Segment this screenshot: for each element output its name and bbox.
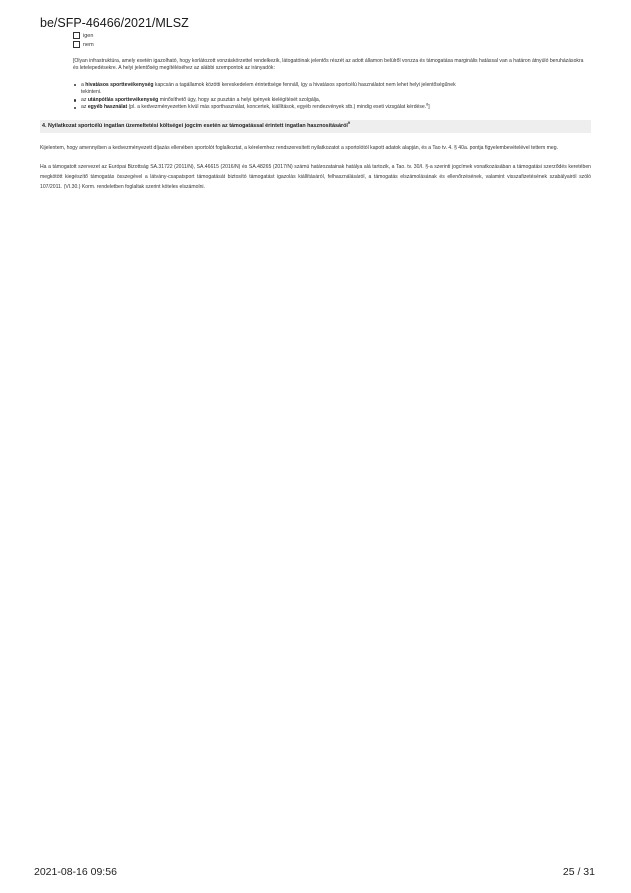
section-4-heading: 4. Nyilatkozat sportcélú ingatlan üzemeltetési költségei jogcím esetén az támogatással érintett ingatlan hasznosításáról$^9$	[40, 120, 591, 133]
checkbox-yes[interactable]	[73, 32, 80, 39]
bold-term: egyéb használat	[87, 104, 128, 111]
info-intro: [Olyan infrastruktúra, amely esetén igazolható, hogy korlátozott vonzáskörzettel rendelkezik, látogatóinak jelentős részét az adott államon belülről vonzza és támogatása marginális hatással van a határon átnyúló beruházásokra és letelepedésekre. A helyi jelentőség megítéléséhez az alábbi szempontok az irányadók:	[73, 58, 584, 72]
bold-term: utánpótlás sporttevékenység	[87, 96, 159, 103]
checkbox-no-row[interactable]	[73, 40, 591, 49]
page-content	[40, 31, 591, 192]
page-number: 25 / 31	[562, 866, 595, 878]
eu-decision-paragraph: Ha a támogatott szervezet az Európai Bizottság SA.31722 (2011/N), SA.46615 (2016/N) és SA.48265 (2017/N) számú határozatainak hatálya alá tartozik, a Tao. tv. 30/I. §-a szerinti jogcímek vonatkozásában a támogatási szerződés keretében megkötött kiegészítő támogatás összegével a látvány-csapatsport támogatását biztosító támogatást igazolás kiállításáról, felhasználásáról, a támogatás elszámolásának és ellenőrzésének, valamint visszafizetésének szabályairól szóló 107/2011. (VI.30.) Korm. rendeletben foglaltak szerint köteles elszámolni.	[40, 163, 591, 190]
local-significance-info	[73, 58, 585, 112]
checkbox-no-label: nem	[83, 41, 94, 48]
document-id-header: be/SFP-46466/2021/MLSZ	[40, 16, 189, 30]
footer-timestamp: 2021-08-16 09:56	[34, 866, 117, 878]
list-item: az utánpótlás sporttevékenység minősíthető úgy, hogy az pusztán a helyi igények kielégítését szolgálja,	[73, 97, 585, 104]
criteria-list	[73, 82, 585, 112]
footnote-ref: 8	[426, 102, 429, 107]
list-item: az egyéb használat (pl. a kedvezményezetten kívül más sporthasználat, koncertek, kiállítások, egyéb rendezvények stb.) mindig eseti vizsgálat kérdése.$^8$]	[73, 104, 585, 111]
declaration-paragraph: Kijelentem, hogy amennyiben a kedvezményezett díjazás ellenében sportolót foglalkoztat, a kérelemhez rendszeresített nyilatkozatot a sportolótól kapott adatok alapján, és a Tao tv. 4. § 40a. pontja figyelembevételével tettem meg.	[40, 144, 558, 151]
bold-term: hivatásos sporttevékenység	[85, 81, 154, 88]
checkbox-yes-row[interactable]	[73, 31, 591, 40]
list-item: a hivatásos sporttevékenység kapcsán a tagállamok közötti kereskedelem érintettsége fennáll, így a hivatásos sportcélú használatot nem lehet helyi jelentőségűnek tekinteni.	[73, 82, 585, 97]
footnote-ref: 9	[347, 120, 350, 125]
checkbox-no[interactable]	[73, 41, 80, 48]
checkbox-yes-label: igen	[83, 32, 94, 39]
